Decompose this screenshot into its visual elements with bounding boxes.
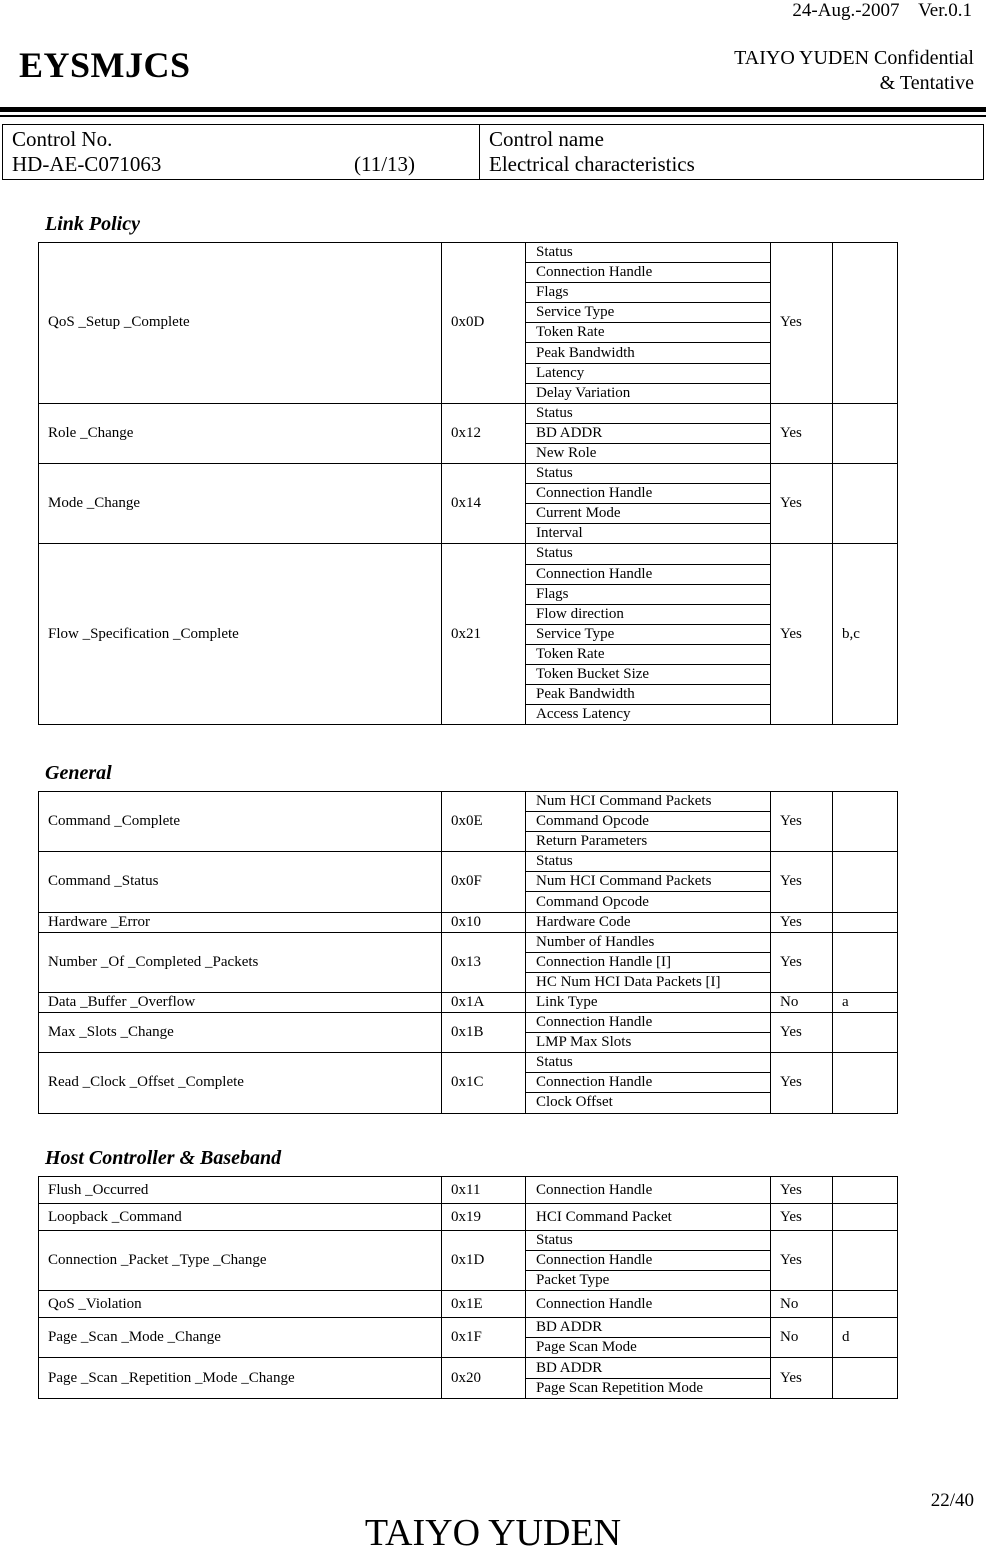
document-brand: EYSMJCS <box>19 45 191 85</box>
event-name: Number _Of _Completed _Packets <box>39 932 442 992</box>
event-note <box>833 1177 898 1204</box>
event-parameter: Num HCI Command Packets <box>526 792 771 812</box>
event-parameter: BD ADDR <box>526 1318 771 1338</box>
event-support: Yes <box>771 243 833 404</box>
event-support: Yes <box>771 1013 833 1053</box>
event-parameter: Status <box>526 243 771 263</box>
control-box <box>2 124 984 180</box>
event-parameter: New Role <box>526 443 771 463</box>
event-name: Flow _Specification _Complete <box>39 544 442 725</box>
event-name: Flush _Occurred <box>39 1177 442 1204</box>
event-note <box>833 932 898 992</box>
table-row <box>39 852 898 872</box>
table-row <box>39 544 898 564</box>
event-note <box>833 1291 898 1318</box>
event-support: No <box>771 1318 833 1358</box>
event-code: 0x11 <box>442 1177 526 1204</box>
event-parameter: Token Bucket Size <box>526 664 771 684</box>
event-parameter: BD ADDR <box>526 1358 771 1378</box>
event-support: Yes <box>771 1177 833 1204</box>
event-name: Page _Scan _Repetition _Mode _Change <box>39 1358 442 1398</box>
header-rule-thick <box>0 107 986 112</box>
event-parameter: Service Type <box>526 303 771 323</box>
table-row <box>39 1177 898 1204</box>
event-support: Yes <box>771 852 833 912</box>
event-note <box>833 1231 898 1291</box>
table-row <box>39 1231 898 1251</box>
event-parameter: Status <box>526 403 771 423</box>
event-name: QoS _Setup _Complete <box>39 243 442 404</box>
event-code: 0x19 <box>442 1204 526 1231</box>
event-note <box>833 403 898 463</box>
table-row <box>39 1291 898 1318</box>
control-name-cell <box>480 125 983 179</box>
event-parameter: Clock Offset <box>526 1093 771 1113</box>
event-support: Yes <box>771 1231 833 1291</box>
table-row <box>39 1204 898 1231</box>
event-note <box>833 912 898 932</box>
event-parameter: Connection Handle <box>526 1251 771 1271</box>
confidential-notice: TAIYO YUDEN Confidential <box>734 47 974 69</box>
control-number-label: Control No. <box>12 127 113 151</box>
event-name: QoS _Violation <box>39 1291 442 1318</box>
control-page-ref: (11/13) <box>354 152 416 176</box>
event-parameter: Connection Handle <box>526 1013 771 1033</box>
event-code: 0x20 <box>442 1358 526 1398</box>
event-note: a <box>833 992 898 1012</box>
event-code: 0x13 <box>442 932 526 992</box>
event-parameter: Token Rate <box>526 644 771 664</box>
event-support: No <box>771 1291 833 1318</box>
event-parameter: Peak Bandwidth <box>526 685 771 705</box>
event-name: Hardware _Error <box>39 912 442 932</box>
event-parameter: Status <box>526 1231 771 1251</box>
event-parameter: Packet Type <box>526 1271 771 1291</box>
event-code: 0x0D <box>442 243 526 404</box>
event-parameter: Current Mode <box>526 504 771 524</box>
table-row <box>39 403 898 423</box>
event-code: 0x1F <box>442 1318 526 1358</box>
event-support: Yes <box>771 1204 833 1231</box>
event-table <box>38 791 898 1114</box>
event-parameter: Interval <box>526 524 771 544</box>
event-code: 0x12 <box>442 403 526 463</box>
event-support: Yes <box>771 403 833 463</box>
event-note <box>833 1053 898 1113</box>
table-row <box>39 792 898 812</box>
section-title: General <box>45 762 112 784</box>
event-name: Read _Clock _Offset _Complete <box>39 1053 442 1113</box>
event-support: Yes <box>771 1358 833 1398</box>
table-row <box>39 1053 898 1073</box>
event-note <box>833 1358 898 1398</box>
event-code: 0x0E <box>442 792 526 852</box>
event-name: Command _Status <box>39 852 442 912</box>
control-name-value: Electrical characteristics <box>489 152 695 176</box>
event-note <box>833 1204 898 1231</box>
event-support: Yes <box>771 912 833 932</box>
section-title: Link Policy <box>45 213 140 235</box>
event-note <box>833 852 898 912</box>
event-parameter: Service Type <box>526 624 771 644</box>
control-number-value: HD-AE-C071063 <box>12 152 162 176</box>
event-support: Yes <box>771 792 833 852</box>
event-parameter: LMP Max Slots <box>526 1033 771 1053</box>
event-parameter: Status <box>526 1053 771 1073</box>
event-note: d <box>833 1318 898 1358</box>
event-table <box>38 242 898 725</box>
event-name: Data _Buffer _Overflow <box>39 992 442 1012</box>
event-code: 0x1A <box>442 992 526 1012</box>
event-code: 0x10 <box>442 912 526 932</box>
table-row <box>39 1013 898 1033</box>
event-support: Yes <box>771 464 833 544</box>
table-row <box>39 912 898 932</box>
date-version: 24-Aug.-2007 Ver.0.1 <box>792 0 972 21</box>
event-parameter: Access Latency <box>526 705 771 725</box>
section-title: Host Controller & Baseband <box>45 1147 282 1169</box>
event-parameter: Flags <box>526 584 771 604</box>
event-parameter: Flow direction <box>526 604 771 624</box>
event-parameter: Connection Handle <box>526 1073 771 1093</box>
event-support: No <box>771 992 833 1012</box>
event-note <box>833 243 898 404</box>
event-parameter: Connection Handle <box>526 484 771 504</box>
table-row <box>39 464 898 484</box>
event-code: 0x1D <box>442 1231 526 1291</box>
event-parameter: Connection Handle <box>526 564 771 584</box>
event-parameter: Connection Handle <box>526 1291 771 1318</box>
table-row <box>39 932 898 952</box>
event-name: Max _Slots _Change <box>39 1013 442 1053</box>
event-code: 0x14 <box>442 464 526 544</box>
event-support: Yes <box>771 544 833 725</box>
event-name: Role _Change <box>39 403 442 463</box>
event-note <box>833 1013 898 1053</box>
event-table <box>38 1176 898 1399</box>
event-note <box>833 464 898 544</box>
event-name: Loopback _Command <box>39 1204 442 1231</box>
event-name: Mode _Change <box>39 464 442 544</box>
header-rule-thin <box>0 115 986 117</box>
event-name: Page _Scan _Mode _Change <box>39 1318 442 1358</box>
event-note: b,c <box>833 544 898 725</box>
event-parameter: Return Parameters <box>526 832 771 852</box>
event-parameter: Token Rate <box>526 323 771 343</box>
event-parameter: Connection Handle <box>526 263 771 283</box>
event-parameter: Number of Handles <box>526 932 771 952</box>
event-name: Connection _Packet _Type _Change <box>39 1231 442 1291</box>
event-parameter: Hardware Code <box>526 912 771 932</box>
event-parameter: Status <box>526 464 771 484</box>
event-parameter: Status <box>526 544 771 564</box>
event-name: Command _Complete <box>39 792 442 852</box>
page-number: 22/40 <box>930 1490 974 1511</box>
table-row <box>39 992 898 1012</box>
event-parameter: Delay Variation <box>526 383 771 403</box>
table-row <box>39 243 898 263</box>
tentative-notice: & Tentative <box>879 72 974 94</box>
control-name-label: Control name <box>489 127 604 151</box>
event-parameter: Flags <box>526 283 771 303</box>
event-parameter: Link Type <box>526 992 771 1012</box>
event-parameter: Connection Handle <box>526 1177 771 1204</box>
table-row <box>39 1318 898 1338</box>
event-parameter: Command Opcode <box>526 892 771 912</box>
event-parameter: HC Num HCI Data Packets [I] <box>526 972 771 992</box>
event-code: 0x1C <box>442 1053 526 1113</box>
event-code: 0x1B <box>442 1013 526 1053</box>
event-parameter: HCI Command Packet <box>526 1204 771 1231</box>
event-code: 0x1E <box>442 1291 526 1318</box>
event-parameter: Page Scan Repetition Mode <box>526 1378 771 1398</box>
event-parameter: Peak Bandwidth <box>526 343 771 363</box>
event-support: Yes <box>771 1053 833 1113</box>
event-code: 0x0F <box>442 852 526 912</box>
table-row <box>39 1358 898 1378</box>
event-parameter: Page Scan Mode <box>526 1338 771 1358</box>
event-parameter: BD ADDR <box>526 423 771 443</box>
event-parameter: Status <box>526 852 771 872</box>
event-parameter: Num HCI Command Packets <box>526 872 771 892</box>
event-note <box>833 792 898 852</box>
footer-company: TAIYO YUDEN <box>364 1512 622 1554</box>
event-parameter: Command Opcode <box>526 812 771 832</box>
control-number-cell <box>3 125 480 179</box>
event-support: Yes <box>771 932 833 992</box>
event-parameter: Latency <box>526 363 771 383</box>
event-code: 0x21 <box>442 544 526 725</box>
event-parameter: Connection Handle [I] <box>526 952 771 972</box>
